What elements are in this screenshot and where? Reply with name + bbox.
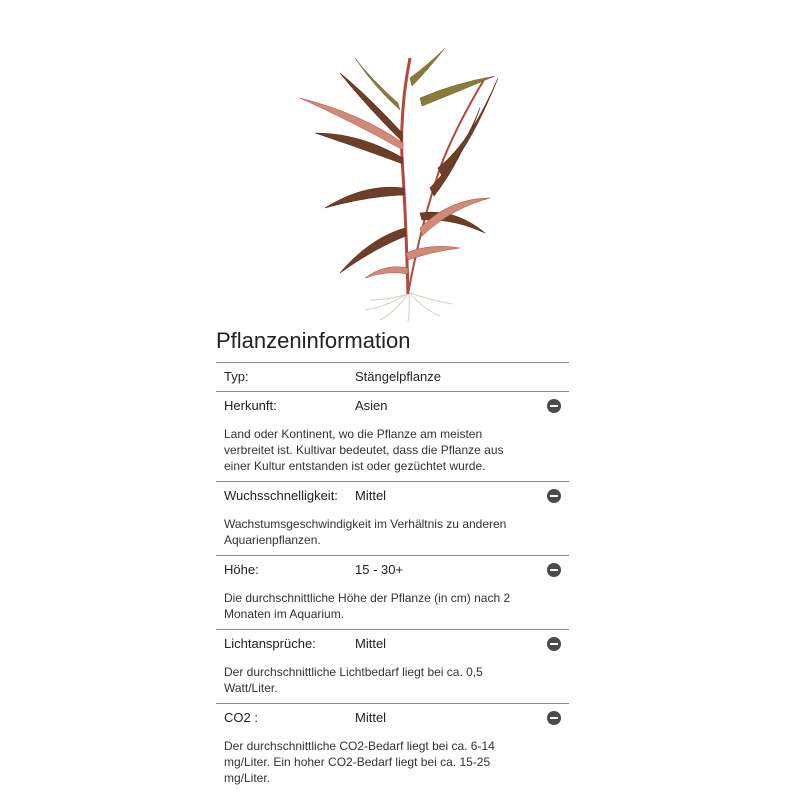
info-description: Der durchschnittliche CO2-Bedarf liegt bei ca. 6-14 mg/Liter. Ein hoher CO2-Bedarf liegt bei ca. 15-25 mg/Liter.	[224, 739, 495, 785]
info-row-height	[216, 556, 569, 630]
info-row-header[interactable]	[216, 392, 569, 420]
minus-circle-icon[interactable]	[547, 489, 561, 503]
info-row-header[interactable]	[216, 556, 569, 584]
info-value: 15 - 30+	[355, 562, 404, 577]
page-title: Pflanzeninformation	[216, 328, 411, 353]
info-label: CO2 :	[224, 710, 258, 725]
info-value: Mittel	[355, 710, 387, 725]
info-row-header[interactable]	[216, 482, 569, 510]
minus-circle-icon[interactable]	[547, 711, 561, 725]
info-row-header[interactable]	[216, 630, 569, 658]
minus-circle-icon[interactable]	[547, 399, 561, 413]
info-row-growth-speed	[216, 482, 569, 556]
plant-photo	[270, 38, 530, 323]
info-description: Die durchschnittliche Höhe der Pflanze (in cm) nach 2 Monaten im Aquarium.	[224, 591, 511, 621]
info-row-co2	[216, 704, 569, 793]
plant-illustration	[270, 38, 530, 323]
info-row-header[interactable]	[216, 704, 569, 732]
info-description: Der durchschnittliche Lichtbedarf liegt bei ca. 0,5 Watt/Liter.	[224, 665, 483, 695]
info-value: Stängelpflanze	[355, 369, 442, 384]
plant-info-table	[216, 362, 569, 793]
info-label: Wuchsschnelligkeit:	[224, 488, 338, 503]
info-label: Höhe:	[224, 562, 259, 577]
info-row-light	[216, 630, 569, 704]
info-label: Herkunft:	[224, 398, 277, 413]
minus-circle-icon[interactable]	[547, 563, 561, 577]
info-value: Mittel	[355, 488, 387, 503]
info-value: Mittel	[355, 636, 387, 651]
info-label: Typ:	[224, 369, 249, 384]
info-description: Land oder Kontinent, wo die Pflanze am meisten verbreitet ist. Kultivar bedeutet, dass die Pflanze aus einer Kultur entstanden ist oder gezüchtet wurde.	[224, 427, 504, 473]
info-row-origin	[216, 392, 569, 482]
info-value: Asien	[355, 398, 388, 413]
minus-circle-icon[interactable]	[547, 637, 561, 651]
info-description: Wachstumsgeschwindigkeit im Verhältnis zu anderen Aquarienpflanzen.	[224, 517, 507, 547]
info-row-type	[216, 363, 569, 392]
info-label: Lichtansprüche:	[224, 636, 316, 651]
info-row-header	[216, 363, 569, 391]
